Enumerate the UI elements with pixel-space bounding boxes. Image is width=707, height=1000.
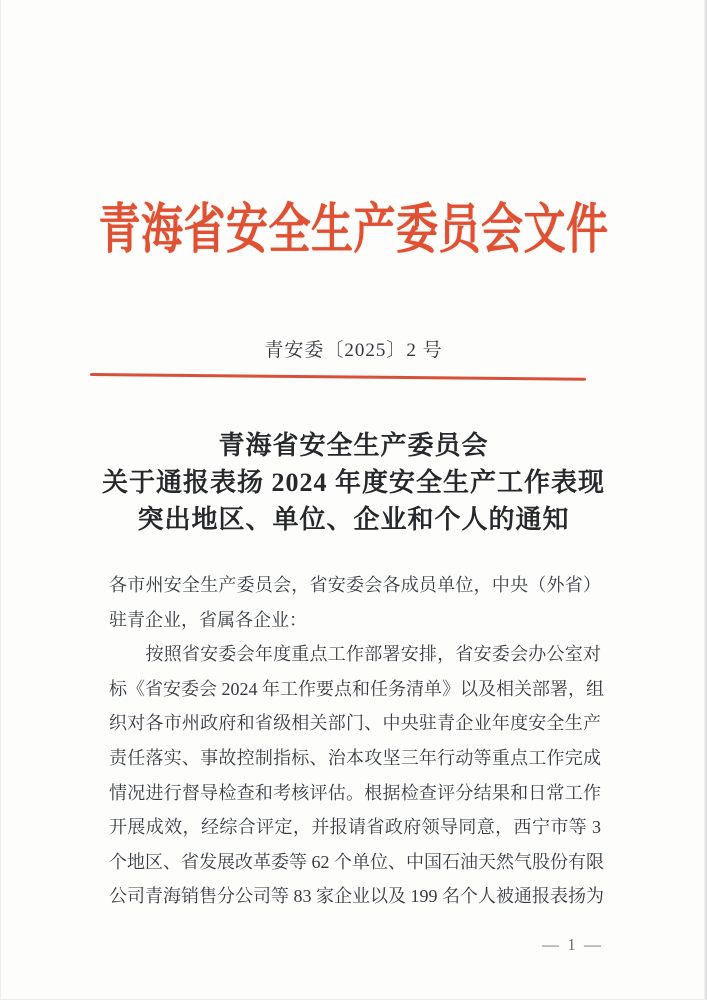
body-line: 标《省安委会 2024 年工作要点和任务清单》以及相关部署，组 [109,678,604,699]
red-divider-line [90,373,586,381]
document-reference-number: 青安委〔2025〕2 号 [264,340,443,361]
body-line: 开展成效，经综合评定，并报请省政府领导同意，西宁市等 3 [109,817,601,838]
body-line: 驻青企业，省属各企业： [109,609,307,630]
letterhead-title: 青海省安全生产委员会文件 [98,201,609,261]
body-line: 织对各市州政府和省级相关部门、中央驻青企业年度安全生产 [109,713,601,734]
body-line: 责任落实、事故控制指标、治本攻坚三年行动等重点工作完成 [109,747,601,768]
body-line: 情况进行督导检查和考核评估。根据检查评分结果和日常工作 [109,782,601,803]
body-line: 按照省安委会年度重点工作部署安排，省安委会办公室对 [109,644,601,665]
body-line: 个地区、省发展改革委等 62 个单位、中国石油天然气股份有限 [109,851,604,872]
document-letterhead [0,202,707,269]
document-title [0,427,707,538]
title-line-subject-1: 关于通报表扬 2024 年度安全生产工作表现 [101,468,605,497]
body-line: 公司青海销售分公司等 83 家企业以及 199 名个人被通报表扬为 [109,886,604,907]
title-line-subject-2: 突出地区、单位、企业和个人的通知 [137,505,570,534]
document-body [109,568,604,914]
page-edge-left [0,0,1,1000]
page-number: — 1 — [542,935,603,954]
body-line: 各市州安全生产委员会，省安委会各成员单位，中央（外省） [109,575,601,595]
title-line-issuer: 青海省安全生产委员会 [218,431,489,460]
